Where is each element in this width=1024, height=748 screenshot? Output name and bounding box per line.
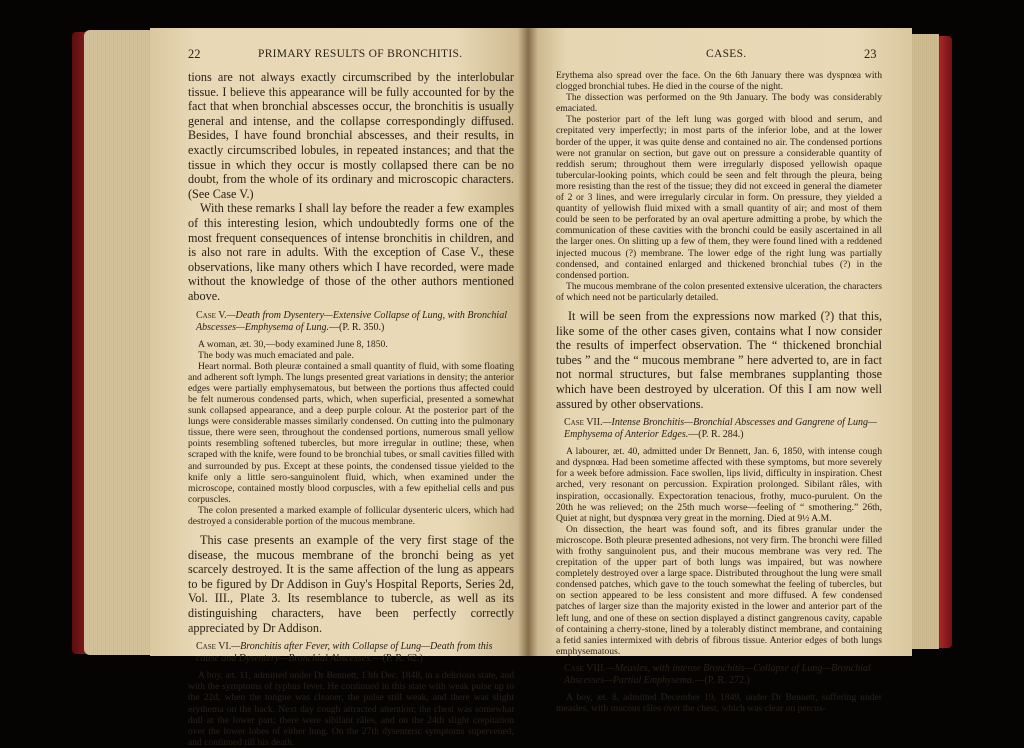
- case-heading: [556, 663, 882, 687]
- case-label: Case VIII.: [564, 662, 606, 674]
- running-head: CASES.: [706, 48, 747, 60]
- case-title: —Intense Bronchitis—Bronchial Abscesses and Gangrene of Lung—Emphysema of Anterior Edges.: [564, 417, 877, 441]
- case-paragraph: The mucous membrane of the colon presented extensive ulceration, the characters of which need not be particularly detailed.: [556, 280, 882, 303]
- paragraph: tions are not always exactly circumscribed by the interlobular tissue. I believe this appearance will be fully accounted for by the fact that when bronchial abscesses occur, the bronchitis is usually general and intense, and the collapse correspondingly diffused. Besides, I have found bronchial abscesses, and their results, in exactly circumscribed lobules, in repeated instances; and that the tissue in which they occur is mostly collapsed there can be no doubt, from the whole of its ordinary and microscopic characters. (See Case V.): [188, 70, 514, 201]
- case-paragraph: Heart normal. Both pleuræ contained a small quantity of fluid, with some floating and adherent soft lymph. The lungs presented great variations in density; the anterior edges were partially emphysematous, but between the portions thus affected could be felt numerous condensed parts, which, when superficial, presented a somewhat sunk collapsed appearance, and a deep purple colour. At the posterior part of the lungs were considerable masses similarly condensed. On cutting into the pulmonary tissue, there were seen, throughout the condensed portions, numerous small yellow points resembling softened tubercles, but more irregular in outline; these, when scraped with the knife, were found to be bronchial tubes, or small cavities filled with and surrounded by pus. Except at these points, the condensed tissue yielded to the knife only a little sero-sanguinolent fluid, which, when examined under the microscope, contained mostly blood corpuscles, with a few epithelial cells and pus corpuscles.: [188, 360, 514, 505]
- case-reference: —(P. R. 62.): [372, 653, 423, 665]
- running-head: PRIMARY RESULTS OF BRONCHITIS.: [258, 48, 463, 60]
- case-heading: [188, 641, 514, 665]
- case-label: Case VI.: [196, 641, 232, 653]
- paragraph: It will be seen from the expressions now marked (?) that this, like some of the other cases given, contains what I now consider the results of imperfect observation. The “ thickened bronchial tubes ” and the “ mucous membrane ” here adverted to, are in fact not normal structures, but false membranes supplanting those which have been destroyed by ulceration. Of this I am now well assured by other observations.: [556, 308, 882, 411]
- left-page-text: [188, 70, 514, 748]
- case-paragraph: The dissection was performed on the 9th January. The body was considerably emaciated.: [556, 92, 882, 115]
- case-paragraph: The body was much emaciated and pale.: [198, 349, 354, 361]
- case-paragraph: On dissection, the heart was found soft, and its fibres granular under the microscope. Both pleuræ presented adhesions, not very firm. The bronchi were filled with frothy sanguinolent pus, and their mucous membrane was very red. The crepitation of the upper part of both lungs was impaired, but was nowhere completely destroyed over a large space. Distributed throughout the lung were small condensed patches, which gave to the touch somewhat the feeling of tubercles, but on section appeared to be less consistent and more diffused. A few condensed patches of larger size than the majority existed in the lower and anterior part of the left lung, and one of these on section displayed a distinct gangrenous cavity, capable of containing a cherry-stone, lined by a tolerably distinct membrane, and containing a fetid sanies intermixed with debris of fibrous tissue. Anterior edges of both lungs emphysematous.: [556, 523, 882, 657]
- right-page: [528, 28, 912, 714]
- case-heading: [556, 417, 882, 441]
- case-paragraph: A boy, æt. 8, admitted December 19, 1849, under Dr Bennett, suffering under measles, with mucous râles over the chest, which was clear on percus-: [556, 691, 882, 714]
- case-label: Case V.: [196, 309, 227, 321]
- case-title: —Measles, with intense Bronchitis—Collapse of Lung—Bronchial Abscesses—Partial Emphysema.: [564, 662, 871, 686]
- case-title: —Bronchitis after Fever, with Collapse of Lung—Death from this cause and Dysentery—Bronchial Abscesses.: [196, 641, 493, 665]
- right-page-text: [556, 70, 882, 714]
- case-paragraph: Erythema also spread over the face. On the 6th January there was dyspnœa with clogged bronchial tubes. He died in the course of the night.: [556, 70, 882, 93]
- case-paragraph: A boy, æt. 11, admitted under Dr Bennett, 13th Dec. 1848, in a delirious state, and with the symptoms of typhus fever. He continued in this state with weak pulse up to the 22d, when the tongue was cleaner, the pulse still weak, and there was slight erythema on the back. Next day cough attracted attention; the chest was somewhat dull at the lower part; there were sibilant râles, and on the 24th slight crepitation over the lower lobes of either lung. On the 27th dysenteric symptoms supervened, and continued till his death.: [188, 670, 514, 748]
- page-edges-left: [84, 30, 158, 655]
- case-label: Case VII.: [564, 417, 603, 429]
- case-heading: [188, 310, 514, 334]
- book-gutter: [518, 28, 538, 656]
- case-reference: —(P. R. 284.): [688, 429, 744, 441]
- case-paragraph: A labourer, æt. 40, admitted under Dr Bennett, Jan. 6, 1850, with intense cough and dyspnœa. Had been sometime affected with these symptoms, but more severely for a week before admission. Face swollen, lips livid, difficulty in inspiration. Chest arched, very resonant on percussion. Expiration prolonged. Sibilant râles, with inspiration, occasionally. Expectoration tenacious, frothy, muco-purulent. On the 20th he was relieved; on the 25th much worse—feeling of “ smothering.” 26th, Quiet at night, but dyspnœa very great in the morning. Died at 9½ A.M.: [556, 446, 882, 524]
- case-paragraph: A woman, æt. 30,—body examined June 8, 1850.: [198, 338, 388, 350]
- case-paragraph: The colon presented a marked example of follicular dysenteric ulcers, which had destroyed a considerable portion of the mucous membrane.: [188, 504, 514, 527]
- case-title: —Death from Dysentery—Extensive Collapse of Lung, with Bronchial Abscesses—Emphysema of Lung.: [196, 309, 507, 333]
- left-page: [150, 28, 530, 748]
- page-number: 23: [864, 47, 877, 61]
- paragraph: This case presents an example of the very first stage of the disease, the mucous membrane of the bronchi being as yet scarcely destroyed. It is the same affection of the lung as appears to be figured by Dr Addison in Guy's Hospital Reports, Series 2d, Vol. III., Plate 3. Its resemblance to tubercle, as well as its distinguishing characters, have been perfectly correctly appreciated by Dr Addison.: [188, 533, 514, 635]
- case-paragraph: The posterior part of the left lung was gorged with blood and serum, and crepitated very imperfectly; in most parts of the inferior lobe, and at the lower border of the upper, it was quite dense and contained no air. The condensed portions were not granular on section, but gave out on pressure a considerable quantity of reddish serum; throughout them were irregularly disposed yellowish opaque tubercular-looking points, which could be seen and felt through the pleura, being more resisting than the rest of the tissue; they did not exceed in general the diameter of 2 or 3 lines, and were irregularly circular in form. On pressure, they yielded a quantity of yellowish fluid mixed with a small quantity of air; and most of them could be seen to be perforated by an oval aperture admitting a probe, by which the communication of these cavities with the bronchi could be easily ascertained in all the larger ones. On slitting up a few of them, they were found lined with a reddened injected mucous (?) membrane. The lower edge of the right lung was partially condensed, and contained enlarged and thickened bronchial tubes (?) in the condensed portion.: [556, 114, 882, 281]
- case-reference: —(P. R. 272.): [694, 674, 750, 686]
- paragraph: With these remarks I shall lay before the reader a few examples of this interesting lesion, which undoubtedly forms one of the most frequent consequences of intense bronchitis in children, and is also not rare in adults. With the exception of Case V., these observations, like many others which I have recorded, were made without the knowledge of those of the other authors mentioned above.: [188, 201, 514, 303]
- page-number: 22: [188, 47, 201, 61]
- case-reference: —(P. R. 350.): [329, 321, 385, 333]
